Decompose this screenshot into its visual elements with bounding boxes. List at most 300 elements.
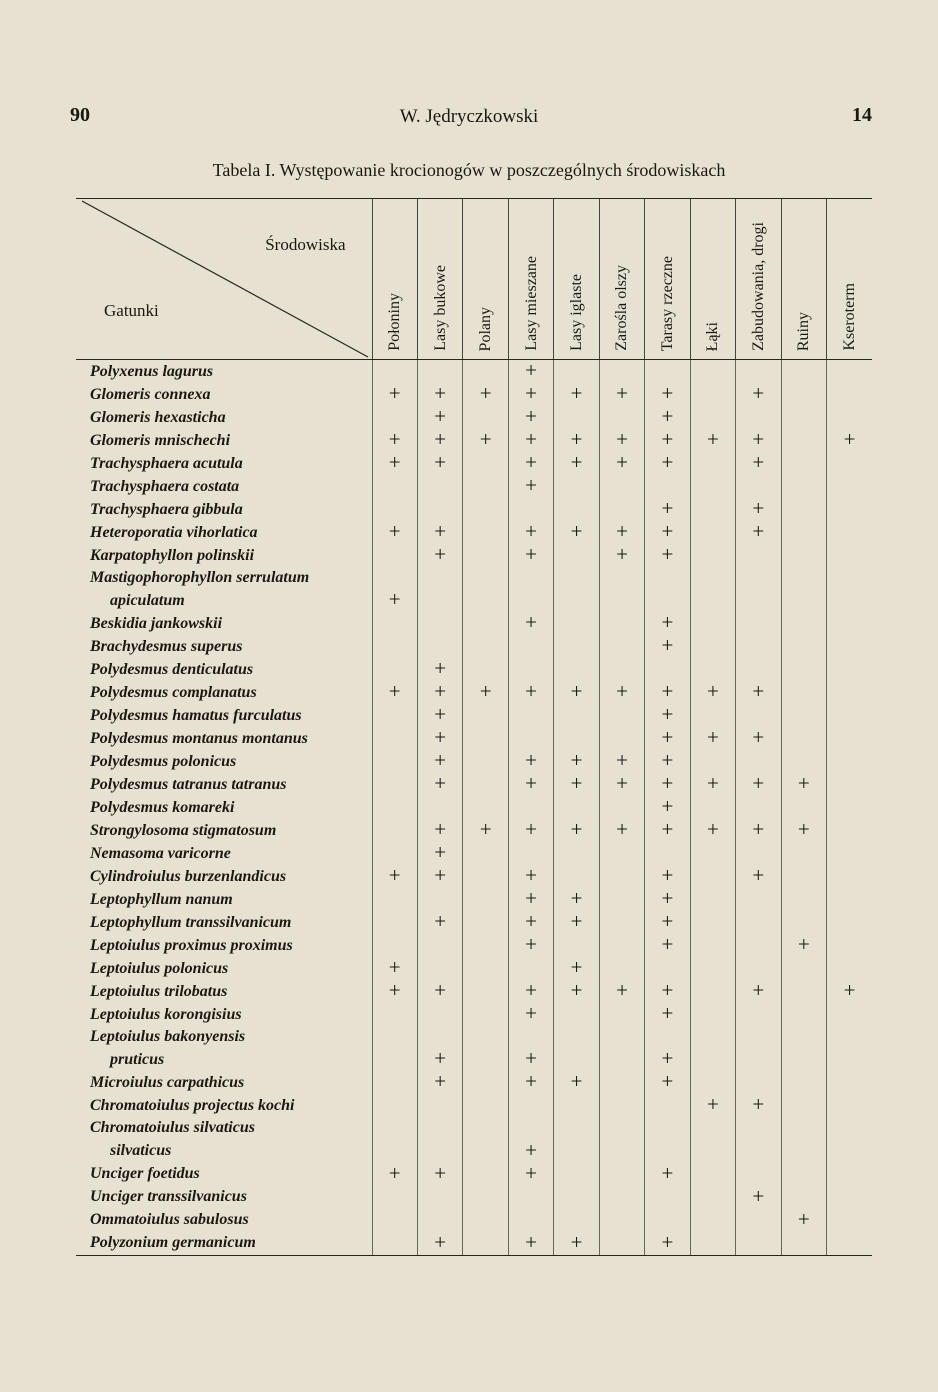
table-row [76,681,872,704]
table-row [76,1048,872,1071]
occurrence-mark: + [525,679,537,704]
occurrence-cell [463,1071,508,1094]
occurrence-cell [372,406,417,429]
occurrence-mark: + [661,633,674,658]
occurrence-mark: + [525,748,537,773]
occurrence-cell [554,773,599,796]
occurrence-cell [554,911,599,934]
occurrence-cell [781,521,826,544]
occurrence-cell [417,1229,462,1256]
occurrence-cell [554,383,599,406]
occurrence-cell [645,934,690,957]
occurrence-cell [827,819,872,842]
occurrence-cell [827,635,872,658]
occurrence-cell [554,934,599,957]
occurrence-cell [372,635,417,658]
occurrence-mark: + [570,817,583,842]
table-row [76,1026,872,1048]
occurrence-cell [508,1209,553,1232]
occurrence-cell [508,773,553,796]
occurrence-mark: + [570,679,583,704]
occurrence-mark: + [434,748,447,773]
occurrence-cell [645,544,690,567]
occurrence-cell [736,796,781,819]
occurrence-cell [372,612,417,635]
occurrence-cell [554,567,599,589]
species-name: pruticus [110,1050,165,1068]
occurrence-cell [736,1003,781,1026]
occurrence-cell [690,1026,735,1048]
occurrence-cell [417,980,462,1003]
table-row [76,1232,872,1256]
occurrence-mark: + [616,381,628,405]
occurrence-cell [827,567,872,589]
occurrence-mark: + [661,1001,674,1026]
occurrence-mark: + [434,725,447,750]
occurrence-mark: + [570,978,583,1003]
occurrence-cell [417,704,462,727]
occurrence-cell [645,635,690,658]
species-name: Glomeris mnischechi [90,431,231,449]
occurrence-mark: + [661,978,674,1003]
occurrence-mark: + [434,771,447,796]
corner-label-species: Gatunki [104,301,159,320]
occurrence-mark: + [752,1183,765,1208]
occurrence-mark: + [570,909,583,934]
occurrence-mark: + [388,519,401,543]
occurrence-mark: + [752,978,765,1003]
occurrence-mark: + [434,863,447,888]
occurrence-cell [599,773,644,796]
occurrence-cell [781,842,826,865]
occurrence-mark: + [434,909,447,934]
occurrence-cell [463,1026,508,1048]
occurrence-cell [463,980,508,1003]
running-header-author: W. Jędryczkowski [399,106,539,127]
occurrence-cell [599,1071,644,1094]
occurrence-cell [463,429,508,452]
column-header-label: Lasy mieszane [522,256,540,351]
table-row [76,842,872,865]
table-row [76,383,872,406]
occurrence-cell [599,727,644,750]
occurrence-cell [554,681,599,704]
occurrence-cell [554,842,599,865]
page-number-right: 14 [852,104,872,126]
occurrence-cell [372,1232,417,1256]
table-row [76,819,872,842]
occurrence-cell [463,727,508,750]
occurrence-cell [690,1209,735,1232]
species-name: Mastigophorophyllon serrulatum [90,569,310,587]
occurrence-cell [417,567,462,589]
occurrence-cell [599,452,644,475]
occurrence-cell [736,658,781,681]
occurrence-mark: + [570,771,583,796]
occurrence-cell [463,957,508,980]
occurrence-cell [463,865,508,888]
occurrence-cell [781,452,826,475]
occurrence-cell [554,406,599,429]
occurrence-cell [417,773,462,796]
occurrence-cell [508,819,553,842]
occurrence-cell [599,980,644,1003]
species-name: Trachysphaera acutula [90,454,243,472]
occurrence-cell [463,1048,508,1071]
occurrence-mark: + [570,955,583,980]
occurrence-mark: + [388,1160,401,1185]
species-habitat-table [76,198,872,1256]
occurrence-cell [827,934,872,957]
occurrence-cell [463,544,508,567]
occurrence-mark: + [661,519,674,543]
occurrence-cell [372,544,417,567]
occurrence-cell [827,1071,872,1094]
occurrence-cell [463,681,508,704]
occurrence-cell [599,1209,644,1232]
occurrence-cell [508,796,553,819]
occurrence-cell [827,911,872,934]
occurrence-mark: + [525,473,537,497]
occurrence-mark: + [661,909,674,934]
occurrence-mark: + [525,427,537,451]
occurrence-cell [417,1048,462,1071]
occurrence-cell [599,1094,644,1117]
occurrence-mark: + [525,542,537,566]
occurrence-mark: + [843,427,856,451]
occurrence-cell [417,1117,462,1139]
occurrence-cell [781,704,826,727]
occurrence-cell [645,796,690,819]
occurrence-cell [554,589,599,612]
occurrence-cell [690,865,735,888]
occurrence-mark: + [434,404,447,428]
occurrence-cell [690,658,735,681]
occurrence-cell [508,750,553,773]
occurrence-mark: + [434,1046,447,1071]
occurrence-cell [690,521,735,544]
occurrence-mark: + [843,978,856,1003]
column-header [827,199,872,360]
occurrence-cell [690,681,735,704]
occurrence-cell [372,727,417,750]
occurrence-mark: + [797,932,810,957]
species-name: Brachydesmus superus [90,637,243,655]
occurrence-cell [372,842,417,865]
occurrence-cell [736,842,781,865]
occurrence-cell [508,911,553,934]
occurrence-mark: + [661,886,674,911]
occurrence-mark: + [752,450,765,474]
occurrence-mark: + [388,679,401,704]
occurrence-mark: + [706,725,719,750]
occurrence-mark: + [752,381,765,405]
occurrence-cell [690,544,735,567]
occurrence-cell [827,658,872,681]
occurrence-cell [736,406,781,429]
occurrence-cell [781,360,826,384]
corner-label-habitats: Środowiska [265,235,346,254]
occurrence-mark: + [434,450,447,474]
occurrence-cell [508,635,553,658]
occurrence-cell [417,1209,462,1232]
table-row [76,980,872,1003]
species-name: Unciger foetidus [90,1165,200,1183]
occurrence-cell [781,1048,826,1071]
occurrence-cell [690,1003,735,1026]
occurrence-cell [736,1183,781,1209]
occurrence-cell [645,658,690,681]
occurrence-mark: + [525,978,537,1003]
species-name: Heteroporatia vihorlatica [90,523,258,541]
species-name: Ommatoiulus sabulosus [90,1211,249,1229]
occurrence-cell [372,1048,417,1071]
occurrence-cell [736,911,781,934]
species-name: Leptoiulus bakonyensis [90,1028,246,1046]
occurrence-mark: + [525,1046,537,1071]
table-row [76,796,872,819]
occurrence-cell [736,567,781,589]
occurrence-cell [599,1232,644,1256]
occurrence-mark: + [388,427,401,451]
occurrence-cell [417,452,462,475]
occurrence-cell [417,842,462,865]
occurrence-cell [781,1003,826,1026]
occurrence-cell [690,498,735,521]
species-name: Karpatophyllon polinskii [90,546,255,564]
occurrence-cell [645,1026,690,1048]
occurrence-mark: + [752,817,765,842]
table-row [76,727,872,750]
occurrence-mark: + [661,679,674,704]
occurrence-cell [417,1094,462,1117]
occurrence-cell [599,1140,644,1163]
occurrence-cell [372,1209,417,1232]
occurrence-mark: + [616,427,628,451]
occurrence-mark: + [616,450,628,474]
occurrence-cell [645,1117,690,1139]
occurrence-cell [690,888,735,911]
occurrence-mark: + [525,909,537,934]
occurrence-cell [645,1209,690,1232]
occurrence-cell [827,1094,872,1117]
occurrence-mark: + [570,427,583,451]
occurrence-cell [645,521,690,544]
occurrence-mark: + [525,863,537,888]
occurrence-cell [736,865,781,888]
occurrence-cell [508,360,553,384]
occurrence-cell [463,819,508,842]
occurrence-cell [372,819,417,842]
occurrence-mark: + [570,1069,583,1094]
table-row [76,1071,872,1094]
occurrence-cell [827,957,872,980]
occurrence-cell [827,1026,872,1048]
species-name: Cylindroiulus burzenlandicus [90,867,287,885]
species-name: silvaticus [110,1142,172,1160]
occurrence-mark: + [388,955,401,980]
occurrence-cell [781,957,826,980]
occurrence-mark: + [706,1092,719,1117]
occurrence-mark: + [434,656,447,681]
occurrence-cell [599,567,644,589]
occurrence-cell [645,612,690,635]
occurrence-cell [736,980,781,1003]
occurrence-cell [827,406,872,429]
table-row [76,934,872,957]
occurrence-cell [372,1094,417,1117]
occurrence-cell [827,1232,872,1256]
occurrence-cell [508,406,553,429]
occurrence-cell [508,1003,553,1026]
occurrence-mark: + [616,978,628,1003]
occurrence-mark: + [525,1001,537,1026]
occurrence-cell [554,1026,599,1048]
occurrence-cell [463,888,508,911]
occurrence-cell [599,635,644,658]
occurrence-cell [372,681,417,704]
occurrence-mark: + [525,1137,537,1162]
species-name: Leptoiulus trilobatus [90,982,228,1000]
occurrence-cell [463,1117,508,1139]
occurrence-cell [599,406,644,429]
occurrence-mark: + [661,542,674,566]
occurrence-cell [599,1186,644,1209]
occurrence-cell [736,681,781,704]
table-row [76,475,872,498]
occurrence-cell [690,911,735,934]
table-row [76,704,872,727]
occurrence-cell [554,1229,599,1256]
species-name: Polydesmus polonicus [90,752,237,770]
occurrence-cell [736,819,781,842]
occurrence-cell [599,521,644,544]
table-row [76,1094,872,1117]
occurrence-cell [372,911,417,934]
occurrence-cell [736,1117,781,1139]
column-header-label: Zarośla olszy [613,265,631,351]
occurrence-cell [827,773,872,796]
occurrence-cell [690,635,735,658]
occurrence-mark: + [525,610,537,635]
column-header-label: Ruiny [795,311,813,351]
column-header-label: Łąki [704,321,722,351]
occurrence-cell [645,429,690,452]
occurrence-mark: + [797,1206,810,1231]
occurrence-cell [554,658,599,681]
occurrence-cell [372,429,417,452]
occurrence-cell [508,957,553,980]
occurrence-cell [827,1186,872,1209]
occurrence-cell [599,681,644,704]
table-row [76,589,872,612]
species-name: Polydesmus denticulatus [90,660,254,678]
occurrence-cell [736,934,781,957]
occurrence-cell [417,544,462,567]
occurrence-mark: + [525,450,537,474]
diagonal-divider [76,199,372,359]
column-header [736,199,781,360]
occurrence-cell [827,842,872,865]
occurrence-cell [463,360,508,384]
occurrence-cell [827,1140,872,1163]
page-number: 90 [70,104,90,126]
species-name: Polyxenus lagurus [90,362,214,380]
occurrence-cell [690,383,735,406]
occurrence-cell [827,1163,872,1186]
occurrence-cell [463,589,508,612]
occurrence-cell [645,1160,690,1186]
occurrence-cell [781,1094,826,1117]
occurrence-mark: + [388,450,401,474]
occurrence-mark: + [797,817,810,842]
occurrence-mark: + [479,427,492,451]
occurrence-cell [781,888,826,911]
column-header [508,199,553,360]
column-header-label: Kseroterm [841,283,859,351]
table-row [76,635,872,658]
occurrence-cell [690,589,735,612]
occurrence-cell [827,383,872,406]
occurrence-cell [827,360,872,384]
occurrence-cell [463,567,508,589]
occurrence-mark: + [752,863,765,888]
species-name: Glomeris hexasticha [90,408,226,426]
occurrence-cell [690,796,735,819]
occurrence-cell [372,934,417,957]
occurrence-cell [417,498,462,521]
occurrence-cell [508,1048,553,1071]
occurrence-cell [417,681,462,704]
species-name: Leptoiulus korongisius [90,1005,242,1023]
occurrence-cell [827,888,872,911]
occurrence-cell [736,498,781,521]
occurrence-cell [372,475,417,498]
occurrence-cell [372,1071,417,1094]
species-name: Polydesmus complanatus [90,683,257,701]
occurrence-cell [417,750,462,773]
occurrence-cell [645,1186,690,1209]
occurrence-mark: + [752,519,765,543]
occurrence-cell [781,980,826,1003]
occurrence-cell [554,750,599,773]
occurrence-mark: + [752,427,765,451]
occurrence-mark: + [661,932,674,957]
occurrence-cell [645,452,690,475]
occurrence-cell [508,1229,553,1256]
species-name: Glomeris connexa [90,385,211,403]
occurrence-cell [554,1071,599,1094]
occurrence-cell [599,475,644,498]
table-row [76,1186,872,1209]
occurrence-mark: + [525,358,537,382]
table-row [76,1140,872,1163]
occurrence-cell [554,475,599,498]
occurrence-cell [827,980,872,1003]
occurrence-cell [781,1232,826,1256]
occurrence-cell [599,842,644,865]
occurrence-cell [645,567,690,589]
occurrence-mark: + [661,794,674,819]
occurrence-cell [781,544,826,567]
occurrence-cell [463,406,508,429]
occurrence-cell [690,957,735,980]
occurrence-mark: + [434,542,447,566]
column-header-label: Lasy iglaste [568,274,586,351]
occurrence-cell [508,704,553,727]
occurrence-cell [827,612,872,635]
occurrence-cell [827,475,872,498]
